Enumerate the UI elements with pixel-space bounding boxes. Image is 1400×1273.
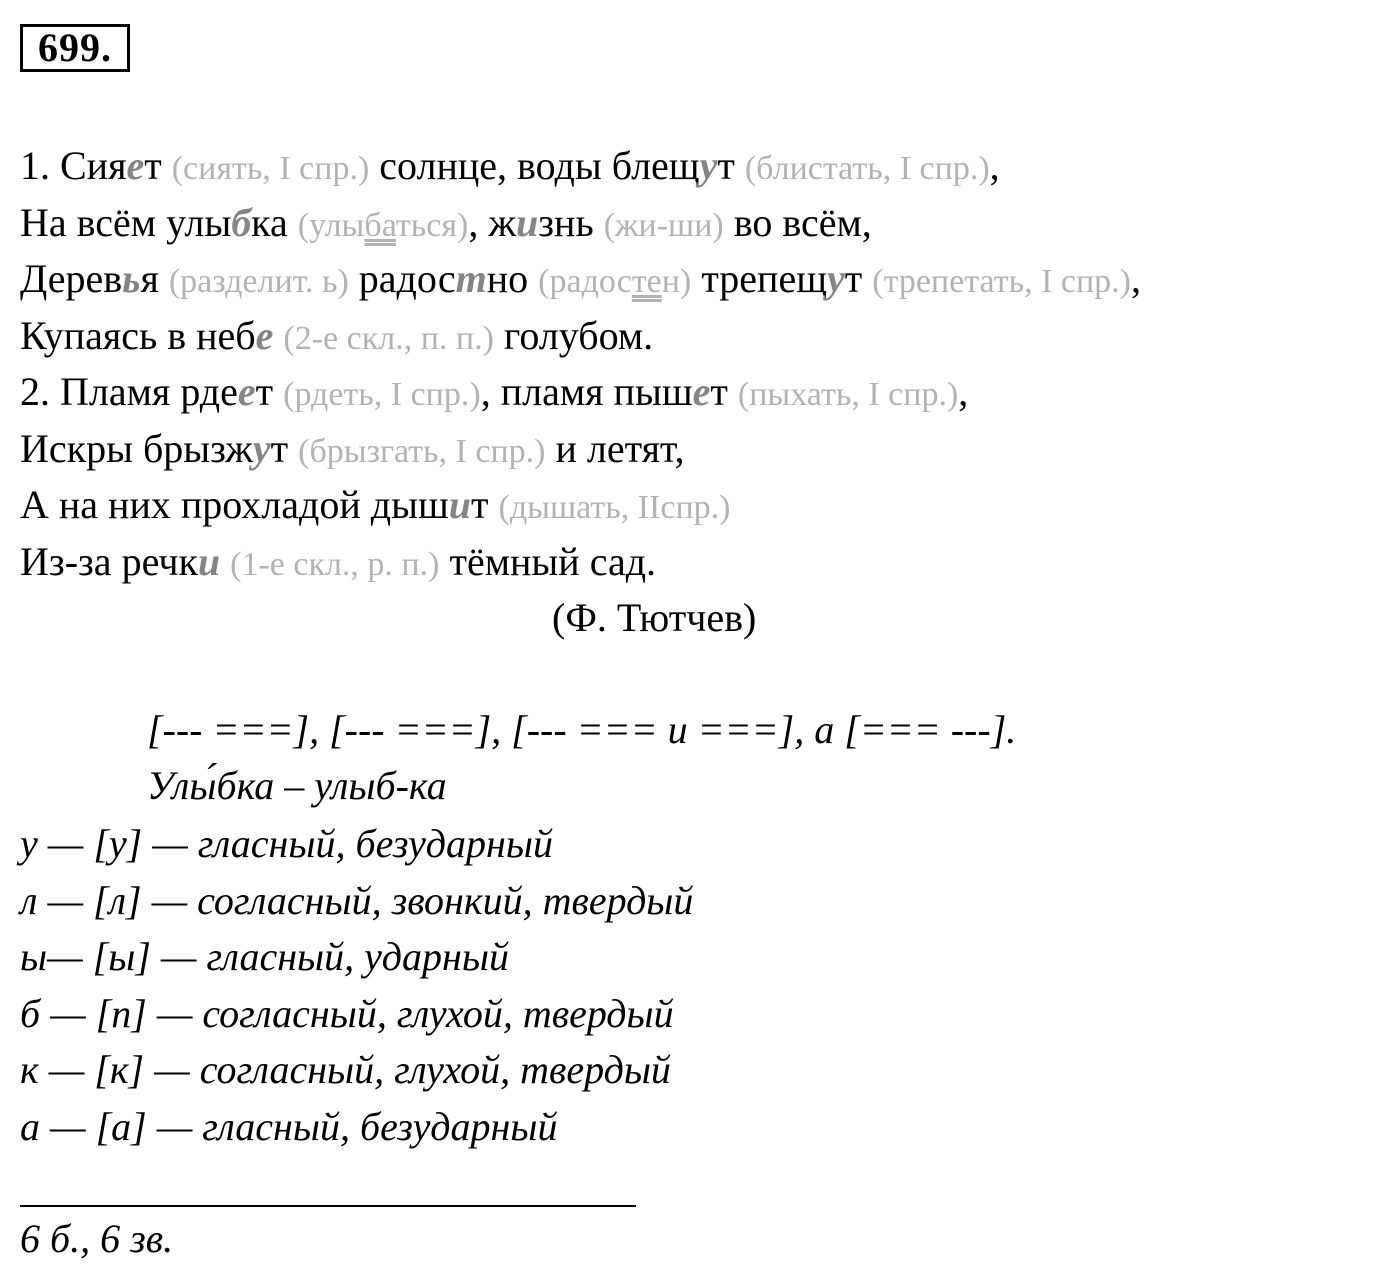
poem-line-5: 2. Пламя рдеет (рдеть, I спр.), пламя пышет (пыхать, I спр.), [20,369,969,414]
poem-line-8: Из-за речки (1-е скл., р. п.) тёмный сад. [20,538,657,584]
phonetic-row: к — [к] — согласный, глухой, твердый [20,1047,671,1092]
poem-text [20,138,1390,590]
poem-line-2: На всём улыбка (улыбаться), жизнь (жи-ши) во всём, [20,199,872,245]
poem-line-3: Деревья (разделит. ь) радостно (радостен) трепещут (трепетать, I спр.), [20,256,1142,301]
phonetic-analysis [20,816,920,1155]
divider-line [20,1205,636,1207]
poem-line-1: 1. Сияет (сиять, I спр.) солнце, воды блещут (блистать, I спр.), [20,143,1000,188]
poem-author: (Ф. Тютчев) [552,595,757,640]
sentence-scheme: [--- ===], [--- ===], [--- === и ===], а [=== ---]. [147,707,1017,752]
word-analysis-title: Улы́бка – улыб-ка [147,763,447,808]
poem-line-6: Искры брызжут (брызгать, I спр.) и летят, [20,425,685,471]
phonetic-row: а — [а] — гласный, безударный [20,1103,558,1149]
phonetic-row: ы— [ы] — гласный, ударный [20,934,509,979]
exercise-number: 699. [20,24,130,72]
phonetic-row: у — [у] — гласный, безударный [20,821,553,866]
phonetic-row: б — [п] — согласный, глухой, твердый [20,990,674,1036]
poem-line-7: А на них прохладой дышит (дышать, IIспр.) [20,482,731,527]
letter-sound-count: 6 б., 6 зв. [20,1216,174,1261]
phonetic-row: л — [л] — согласный, звонкий, твердый [20,877,694,923]
poem-line-4: Купаясь в небе (2-е скл., п. п.) голубом. [20,312,654,358]
